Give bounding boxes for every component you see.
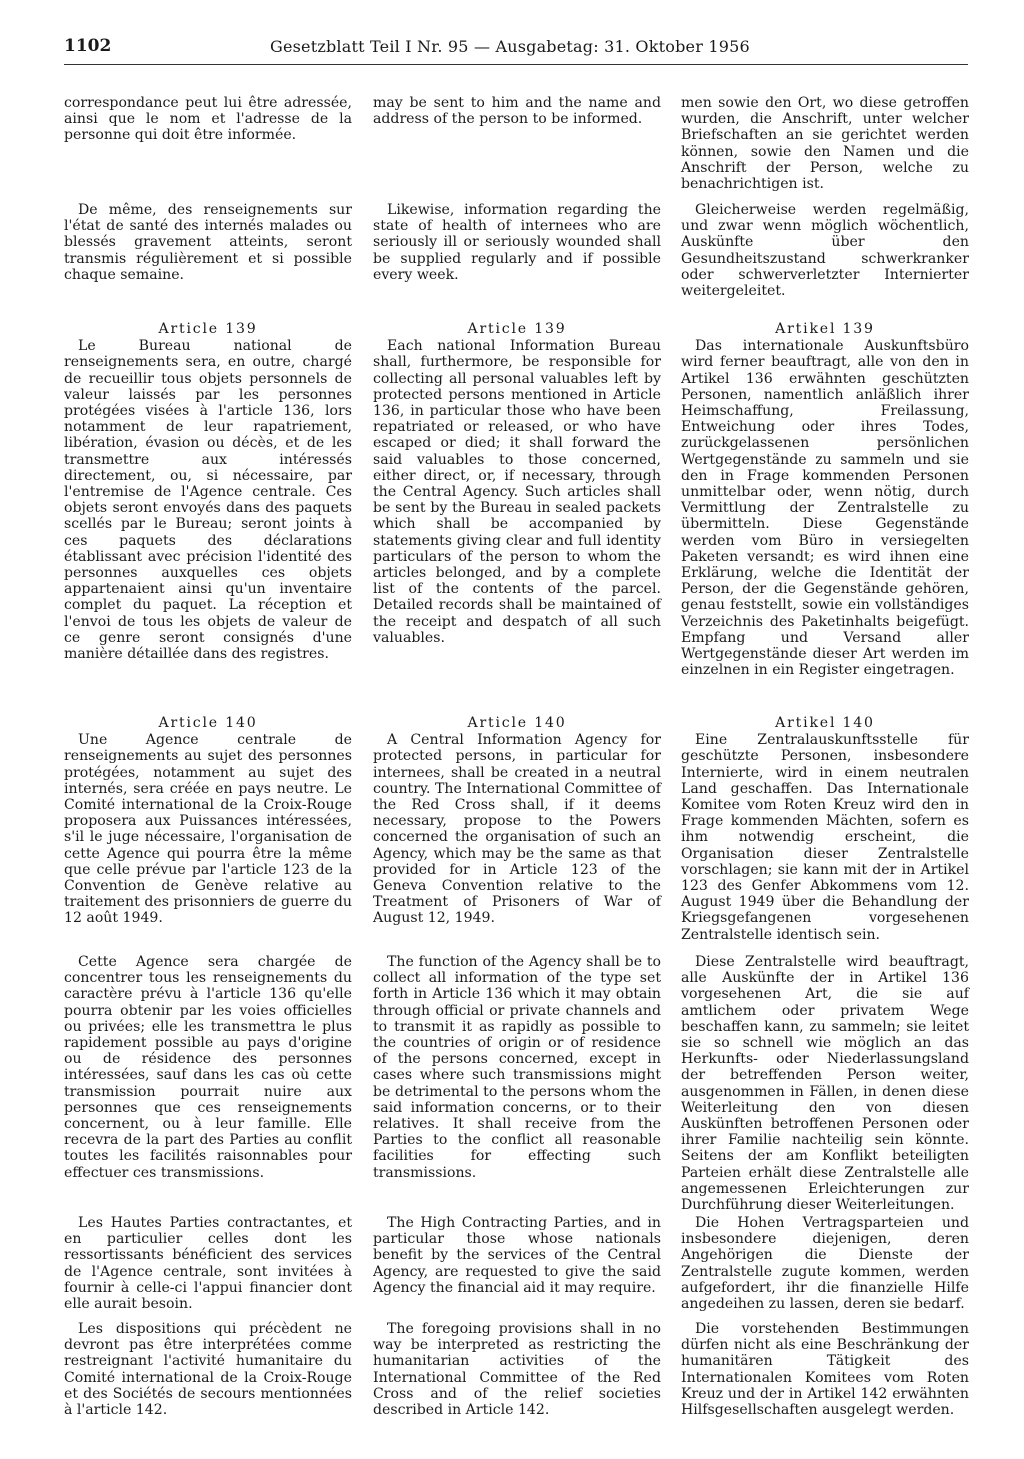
en-article-140-paragraph-3: The High Contracting Parties, and in particular those whose nationals benefit by the services of the Central Agency, are requested to give the said Agency the financial aid it may require. (373, 1215, 661, 1296)
fr-article-139-heading: Article 139 (158, 321, 258, 337)
de-article-140-heading: Artikel 140 (775, 715, 875, 731)
fr-intro-paragraph-1: correspondance peut lui être adressée, ainsi que le nom et l'adresse de la personne qui doit être informée. (64, 95, 352, 144)
fr-article-140-block-2 (64, 954, 352, 1181)
de-article-140-block-2 (681, 954, 969, 1213)
en-article-140-paragraph-1: A Central Information Agency for protected persons, in particular for internees, shall be created in a neutral country. The International Committee of the Red Cross shall, if it deems necessary, propose to the Powers concerned the organisation of such an Agency, which may be the same as that provided for in Article 123 of the Geneva Convention relative to the Treatment of Prisoners of War of August 12, 1949. (373, 732, 661, 927)
de-article-140-paragraph-4: Die vorstehenden Bestimmungen dürfen nicht als eine Beschränkung der humanitären Tätigkeit des Internationalen Komitees vom Roten Kreuz und der in Artikel 142 erwähnten Hilfsgesellschaften ausgelegt werden. (681, 1321, 969, 1419)
de-article-139-heading: Artikel 139 (775, 321, 875, 337)
de-article-140-paragraph-3: Die Hohen Vertragsparteien und insbesondere diejenigen, deren Angehörigen die Dienste der Zentralstelle zugute kommen, werden aufgefordert, ihr die finanzielle Hilfe angedeihen zu lassen, deren sie bedarf. (681, 1215, 969, 1313)
en-article-140-block-4 (373, 1321, 661, 1418)
en-article-140-block-2 (373, 954, 661, 1181)
fr-article-140-paragraph-3: Les Hautes Parties contractantes, et en particulier celles dont les ressortissants bénéficient des services de l'Agence centrale, sont invitées à fournir à celle-ci l'appui financier dont elle aurait besoin. (64, 1215, 352, 1313)
fr-article-139 (64, 321, 352, 662)
fr-article-139-paragraph: Le Bureau national de renseignements sera, en outre, chargé de recueillir tous objets personnels de valeur laissés par les personnes protégées visées à l'article 136, lors notamment de leur rapatriement, libération, évasion ou décès, et de les transmettre aux intéressés directement, ou, si nécessaire, par l'entremise de l'Agence centrale. Ces objets seront envoyés dans des paquets scellés par le Bureau; seront joints à ces paquets des déclarations établissant avec précision l'identité des personnes auxquelles ces objets appartenaient ainsi qu'un inventaire complet du paquet. La réception et l'envoi de tous les objets de valeur de ce genre seront consignés d'une manière détaillée dans des registres. (64, 338, 352, 663)
en-intro-block (373, 95, 661, 127)
page-number: 1102 (64, 36, 112, 56)
en-article-140 (373, 715, 661, 927)
fr-article-140-paragraph-1: Une Agence centrale de renseignements au sujet des personnes protégées, notamment au sujet des internés, sera créée en pays neutre. Le Comité international de la Croix-Rouge proposera aux Puissances intéressées, s'il le juge nécessaire, l'organisation de cette Agence qui pourra être la même que celle prévue par l'article 123 de la Convention de Genève relative au traitement des prisonniers de guerre du 12 août 1949. (64, 732, 352, 927)
en-intro-paragraph-1: may be sent to him and the name and address of the person to be informed. (373, 95, 661, 128)
de-article-139 (681, 321, 969, 678)
de-intro-paragraph-2: Gleicherweise werden regelmäßig, und zwar wenn möglich wöchentlich, Auskünfte über den Gesundheitszustand schwerkranker oder schwerverletzter Internierter weitergeleitet. (681, 202, 969, 300)
en-article-140-heading: Article 140 (467, 715, 567, 731)
fr-article-140-paragraph-2: Cette Agence sera chargée de concentrer tous les renseignements du caractère prévu à l'article 136 qu'elle pourra obtenir par les voies officielles ou privées; elle les transmettra le plus rapidement possible au pays d'origine ou de résidence des personnes intéressées, sauf dans les cas où cette transmission pourrait nuire aux personnes que ces renseignements concernent, ou à leur famille. Elle recevra de la part des Parties au conflit toutes les facilités raisonnables pour effectuer ces transmissions. (64, 954, 352, 1181)
en-article-140-paragraph-2: The function of the Agency shall be to collect all information of the type set forth in Article 136 which it may obtain through official or private channels and to transmit it as rapidly as possible to the countries of origin or of residence of the persons concerned, except in cases where such transmissions might be detrimental to the persons whom the said information concerns, or to their relatives. It shall receive from the Parties to the conflict all reasonable facilities for effecting such transmissions. (373, 954, 661, 1181)
en-article-140-block-3 (373, 1215, 661, 1296)
de-article-140-paragraph-1: Eine Zentralauskunftsstelle für geschützte Personen, insbesondere Internierte, wird in einem neutralen Land geschaffen. Das Internationale Komitee vom Roten Kreuz wird den in Frage kommenden Mächten, sofern es ihm notwendig erscheint, die Organisation dieser Zentralstelle vorschlagen; sie kann mit der in Artikel 123 des Genfer Abkommens vom 12. August 1949 über die Behandlung der Kriegsgefangenen vorgesehenen Zentralstelle identisch sein. (681, 732, 969, 943)
en-intro-paragraph-2: Likewise, information regarding the state of health of internees who are seriously ill or seriously wounded shall be supplied regularly and if possible every week. (373, 202, 661, 283)
de-article-140 (681, 715, 969, 943)
fr-article-140-heading: Article 140 (158, 715, 258, 731)
en-article-139 (373, 321, 661, 646)
en-article-139-paragraph: Each national Information Bureau shall, furthermore, be responsible for collecting all personal valuables left by protected persons mentioned in Article 136, in particular those who have been repatriated or released, or who have escaped or died; it shall forward the said valuables to those concerned, either direct, or, if necessary, through the Central Agency. Such articles shall be sent by the Bureau in sealed packets which shall be accompanied by statements giving clear and full identity particulars of the person to whom the articles belonged, and by a complete list of the contents of the parcel. Detailed records shall be maintained of the receipt and despatch of all such valuables. (373, 338, 661, 646)
fr-intro-block-2 (64, 202, 352, 283)
fr-article-140-paragraph-4: Les dispositions qui précèdent ne devront pas être interprétées comme restreignant l'activité humanitaire du Comité international de la Croix-Rouge et des Sociétés de secours mentionnées à l'article 142. (64, 1321, 352, 1419)
page-header (64, 36, 968, 65)
de-intro-block (681, 95, 969, 192)
fr-intro-paragraph-2: De même, des renseignements sur l'état de santé des internés malades ou blessés gravement atteints, seront transmis régulièrement et si possible chaque semaine. (64, 202, 352, 283)
fr-article-140-block-3 (64, 1215, 352, 1312)
en-article-140-paragraph-4: The foregoing provisions shall in no way be interpreted as restricting the humanitarian activities of the International Committee of the Red Cross and of the relief societies described in Article 142. (373, 1321, 661, 1419)
de-article-140-block-4 (681, 1321, 969, 1418)
de-intro-block-2 (681, 202, 969, 299)
running-head: Gesetzblatt Teil I Nr. 95 — Ausgabetag: 31. Oktober 1956 (270, 37, 750, 56)
en-intro-block-2 (373, 202, 661, 283)
fr-article-140-block-4 (64, 1321, 352, 1418)
en-article-139-heading: Article 139 (467, 321, 567, 337)
fr-article-140 (64, 715, 352, 927)
de-article-140-paragraph-2: Diese Zentralstelle wird beauftragt, alle Auskünfte der in Artikel 136 vorgesehenen Art, die sie auf amtlichem oder privatem Wege beschaffen kann, zu sammeln; sie leitet sie so schnell wie möglich an das Herkunfts- oder Niederlassungsland der betreffenden Person weiter, ausgenommen in Fällen, in denen diese Weiterleitung den von diesen Auskünften betroffenen Personen oder ihrer Familie nachteilig sein könnte. Seitens der am Konflikt beteiligten Parteien erhält diese Zentralstelle alle angemessenen Erleichterungen zur Durchführung dieser Weiterleitungen. (681, 954, 969, 1214)
de-intro-paragraph-1: men sowie den Ort, wo diese getroffen wurden, die Anschrift, unter welcher Briefschaften an sie gerichtet werden können, sowie den Namen und die Anschrift der Person, welche zu benachrichtigen ist. (681, 95, 969, 193)
de-article-140-block-3 (681, 1215, 969, 1312)
fr-intro-block (64, 95, 352, 144)
de-article-139-paragraph: Das internationale Auskunftsbüro wird ferner beauftragt, alle von den in Artikel 136 erwähnten geschützten Personen, namentlich anläßlich ihrer Heimschaffung, Freilassung, Entweichung oder ihres Todes, zurückgelassenen persönlichen Wertgegenstände zu sammeln und sie den in Frage kommenden Personen unmittelbar oder, wenn nötig, durch Vermittlung der Zentralstelle zu übermitteln. Diese Gegenstände werden vom Büro in versiegelten Paketen versandt; es wird ihnen eine Erklärung, welche die Identität der Person, der die Gegenstände gehören, genau feststellt, sowie ein vollständiges Verzeichnis des Paketinhalts beigefügt. Empfang und Versand aller Wertgegenstände dieser Art werden im einzelnen in ein Register eingetragen. (681, 338, 969, 679)
